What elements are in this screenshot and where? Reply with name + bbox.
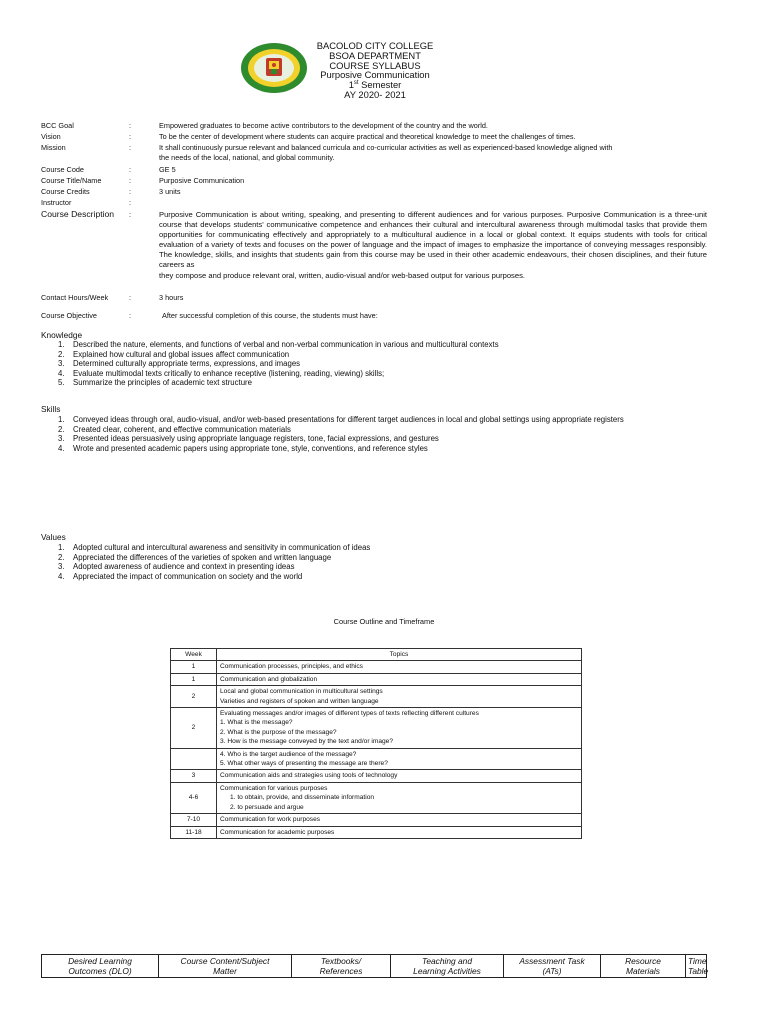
topic-cell: Evaluating messages and/or images of different types of texts reflecting different cultures 1. What is the message? 2. What is the purpose of the message? 3. How is the message conveyed by the text and/or image? <box>217 708 582 749</box>
contact-hours-label: Contact Hours/Week <box>41 293 109 302</box>
week-cell: 3 <box>171 770 217 782</box>
teaching-activities-header: Teaching and Learning Activities <box>391 955 504 978</box>
colon: : <box>129 187 132 196</box>
academic-year: AY 2020- 2021 <box>344 88 406 100</box>
list-item: 3. Adopted awareness of audience and context in presenting ideas <box>58 562 295 571</box>
course-outline-title: Course Outline and Timeframe <box>333 617 435 626</box>
syllabus-header <box>290 41 460 100</box>
topic-cell: Communication aids and strategies using tools of technology <box>217 770 582 782</box>
topic-cell: Communication processes, principles, and ethics <box>217 661 582 673</box>
semester: 1st Semester <box>348 79 402 91</box>
topic-cell: Communication for work purposes <box>217 814 582 826</box>
list-item: 4. Evaluate multimodal texts critically to enhance receptive (listening, reading, viewing) skills; <box>58 368 385 378</box>
week-cell: 11-18 <box>171 826 217 838</box>
syllabus-matrix-header-table <box>41 954 707 978</box>
list-item: 1. Conveyed ideas through oral, audio-visual, and/or web-based presentations for different target audiences in local and global settings using appropriate registers <box>58 415 624 424</box>
course-name: Purposive Communication <box>320 69 430 81</box>
table-row <box>171 748 582 770</box>
list-item: 2. Explained how cultural and global issues affect communication <box>58 349 290 359</box>
assessment-task-header: Assessment Task (ATs) <box>504 955 601 978</box>
course-credits-value: 3 units <box>159 187 181 196</box>
week-cell: 1 <box>171 673 217 685</box>
list-item: 2. Created clear, coherent, and effective communication materials <box>58 424 291 434</box>
colon: : <box>129 311 132 320</box>
bcc-goal-value: Empowered graduates to become active contributors to the development of the country and the world. <box>159 121 488 130</box>
table-row <box>171 673 582 685</box>
topic-cell: Communication and globalization <box>217 673 582 685</box>
values-list <box>50 543 710 581</box>
week-cell: 7-10 <box>171 814 217 826</box>
table-header-row <box>42 955 707 978</box>
course-code-value: GE 5 <box>159 165 176 174</box>
course-title-label: Course Title/Name <box>41 176 102 185</box>
document-type: COURSE SYLLABUS <box>329 59 421 71</box>
instructor-label: Instructor <box>41 198 72 207</box>
week-cell <box>171 748 217 770</box>
course-description-last-line: they compose and produce relevant oral, written, audio-visual and/or web-based output for various purposes. <box>159 270 525 280</box>
resource-materials-header: Resource Materials <box>601 955 686 978</box>
table-row <box>171 686 582 708</box>
knowledge-title: Knowledge <box>41 330 83 340</box>
course-outline-table <box>170 648 582 839</box>
textbooks-header: Textbooks/ References <box>292 955 391 978</box>
topic-cell: Communication for academic purposes <box>217 826 582 838</box>
colon: : <box>129 198 132 207</box>
bcc-goal-label: BCC Goal <box>41 121 74 130</box>
list-item: 3. Presented ideas persuasively using appropriate language registers, tone, facial expressions, and gestures <box>58 434 439 443</box>
table-row <box>171 814 582 826</box>
week-cell: 2 <box>171 708 217 749</box>
course-description-label: Course Description <box>41 209 115 219</box>
table-row <box>171 661 582 673</box>
topics-header: Topics <box>217 649 582 661</box>
topic-cell: Communication for various purposes 1. to obtain, provide, and disseminate information 2. to persuade and argue <box>217 782 582 813</box>
week-cell: 1 <box>171 661 217 673</box>
vision-value: To be the center of development where students can acquire practical and theoretical knowledge to meet the challenges of times. <box>159 132 576 141</box>
course-objective-label: Course Objective <box>41 311 97 320</box>
list-item: 4. Appreciated the impact of communication on society and the world <box>58 571 303 581</box>
colon: : <box>129 121 132 130</box>
list-item: 4. Wrote and presented academic papers using appropriate tone, style, conventions, and reference styles <box>58 443 428 453</box>
mission-label: Mission <box>41 143 66 152</box>
course-content-header: Course Content/Subject Matter <box>159 955 292 978</box>
skills-list <box>50 415 710 453</box>
table-row <box>171 708 582 749</box>
list-item: 1. Adopted cultural and intercultural awareness and sensitivity in communication of ideas <box>58 543 371 552</box>
dlo-header: Desired Learning Outcomes (DLO) <box>42 955 159 978</box>
course-code-label: Course Code <box>41 165 84 174</box>
time-table-header: Time Table <box>686 955 707 978</box>
vision-label: Vision <box>41 132 61 141</box>
table-row <box>171 770 582 782</box>
course-description-body: Purposive Communication is about writing, speaking, and presenting to different audiences and for various purposes. Purposive Communication is a three-unit course that develops students' communicative competence and enhances their cultural and intercultural awareness through multimodal tasks that provide them opportunities for communicating effectively and appropriately to a multicultural audience in a local or global context. It equips students with tools for critical evaluation of a variety of texts and focuses on the power of language and the impact of images to emphasize the importance of conveying messages responsibly. The knowledge, skills, and insights that students gain from this course may be used in their other academic endeavours, their chosen disciplines, and their future careers as <box>159 210 707 270</box>
colon: : <box>129 210 132 219</box>
colon: : <box>129 176 132 185</box>
contact-hours-value: 3 hours <box>159 293 184 302</box>
mission-value-line2: the needs of the local, national, and global community. <box>159 153 335 162</box>
mission-value-line1: It shall continuously pursue relevant and balanced curricula and co-curricular activities as well as experienced-based knowledge aligned with <box>159 143 613 152</box>
table-row <box>171 826 582 838</box>
topic-cell: Local and global communication in multicultural settings Varieties and registers of spoken and written language <box>217 686 582 708</box>
values-title: Values <box>41 532 66 542</box>
list-item: 1. Described the nature, elements, and functions of verbal and non-verbal communication in various and multicultural contexts <box>58 340 499 349</box>
course-credits-label: Course Credits <box>41 187 90 196</box>
colon: : <box>129 132 132 141</box>
week-header: Week <box>171 649 217 661</box>
colon: : <box>129 293 132 302</box>
course-objective-value: After successful completion of this course, the students must have: <box>162 311 378 320</box>
course-description-value <box>159 210 707 281</box>
topic-cell: 4. Who is the target audience of the message? 5. What other ways of presenting the message are there? <box>217 748 582 770</box>
table-header-row <box>171 649 582 661</box>
skills-title: Skills <box>41 404 61 414</box>
table-row <box>171 782 582 813</box>
week-cell: 4-6 <box>171 782 217 813</box>
knowledge-list <box>50 340 710 388</box>
course-title-value: Purposive Communication <box>159 176 245 185</box>
department-name: BSOA DEPARTMENT <box>329 49 421 61</box>
week-cell: 2 <box>171 686 217 708</box>
college-name: BACOLOD CITY COLLEGE <box>316 40 434 51</box>
list-item: 3. Determined culturally appropriate terms, expressions, and images <box>58 359 301 368</box>
list-item: 5. Summarize the principles of academic text structure <box>58 378 252 387</box>
list-item: 2. Appreciated the differences of the varieties of spoken and written language <box>58 552 332 562</box>
colon: : <box>129 165 132 174</box>
colon: : <box>129 143 132 152</box>
